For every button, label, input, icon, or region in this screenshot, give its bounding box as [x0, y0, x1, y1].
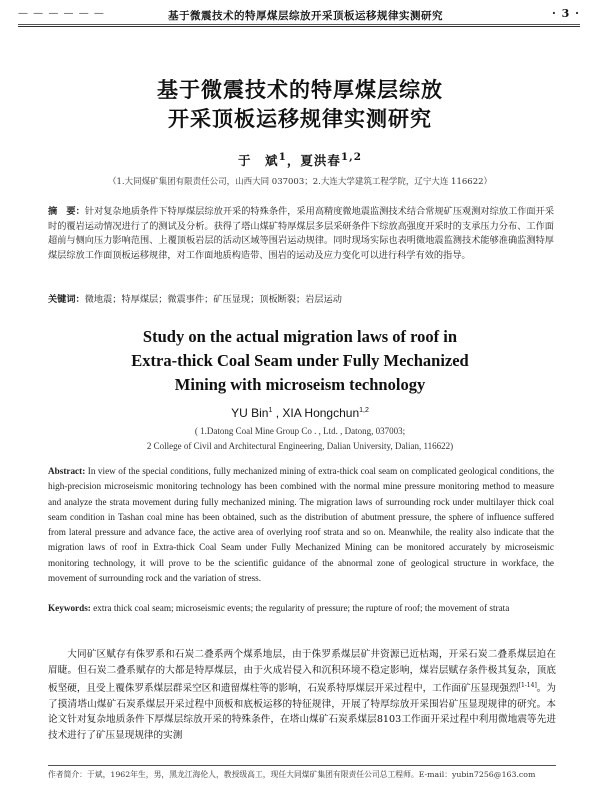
footnote-rule: [48, 765, 556, 766]
title-en-line1: Study on the actual migration laws of roof in: [142, 327, 458, 346]
affiliation-en-line1: ( 1.Datong Coal Mine Group Co . , Ltd. , Datong, 037003;: [194, 426, 406, 436]
author-footnote: 作者简介：于斌，1962年生，男，黑龙江海伦人，教授级高工，现任大同煤矿集团有限责任公司总工程师。E-mail：yubin7256@163.com: [48, 770, 536, 779]
abstract-zh-label: 摘 要：: [48, 206, 85, 217]
author-zh-1: 于 斌: [238, 153, 279, 169]
author-zh-2: 夏洪春: [300, 153, 341, 169]
keywords-en-label: Keywords:: [48, 603, 91, 613]
abstract-zh-text: 针对复杂地质条件下特厚煤层综放开采的特殊条件，采用高精度微地震监测技术结合常规矿压观测对综放工作面开采时的覆岩运动情况进行了的测试及分析。获得了塔山煤矿特厚煤层多层采研条件下综放高强度开采时的支承压力分布、工作面超前与侧向压力影响范围、上覆顶板岩层的活动区域等围岩运动规律。同时现场实际也表明微地震监测技术能够准确监测特厚煤层综放工作面顶板运移规律，对工作面地质构造带、围岩的运动及应力变化可以进行科学有效的指导。: [48, 206, 555, 261]
title-zh-line2: 开采顶板运移规律实测研究: [168, 107, 432, 131]
author-en-1-sup: 1: [268, 407, 273, 414]
body-citation: [1-14]: [518, 682, 537, 689]
author-en-sep: ,: [272, 406, 283, 420]
title-zh-line1: 基于微震技术的特厚煤层综放: [157, 78, 443, 102]
author-zh-sep: ，: [286, 153, 301, 169]
keywords-zh: [48, 293, 554, 307]
keywords-zh-text: 微地震；特厚煤层；微震事件；矿压显现；顶板断裂；岩层运动: [84, 294, 342, 305]
keywords-en: [48, 601, 554, 616]
keywords-zh-label: 关键词：: [48, 294, 85, 305]
title-en-line2: Extra-thick Coal Seam under Fully Mechanized: [131, 351, 469, 370]
author-en-2: XIA Hongchun: [282, 406, 360, 420]
abstract-en-text: In view of the special conditions, fully mechanized mining of extra-thick coal seam on complicated geological conditions, the high-precision microseismic monitoring technology has been combined with the normal mine pressure monitoring method to measure and analyze the strata movement during fully mechanized mining. The migration laws of surrounding rock under multilayer thick coal seam condition in Tashan coal mine has been obtained, such as the distribution of abutment pressure, the sphere of influence suffered from lateral pressure and advance face, the active area of overlying roof strata and so on. Meanwhile, the reality also indicate that the migration laws of roof in Extra-thick Coal Seam under Fully Mechanized Mining can be monitored accurately by microseismic monitoring technology, it will prove to be the scientific guidance of the abnormal zone of geological structure in workface, the movement of surrounding rock and the variation of stress.: [48, 466, 554, 584]
body-paragraph: [48, 647, 556, 743]
author-zh-1-sup: 1: [278, 151, 287, 163]
authors-zh: [0, 151, 600, 169]
author-en-2-sup: 1,2: [359, 407, 369, 414]
keywords-en-text: extra thick coal seam; microseismic events; the regularity of pressure; the rupture of roof; the movement of strata: [93, 603, 510, 613]
header-rule: [18, 24, 580, 25]
body-text-part1: 大同矿区赋存有侏罗系和石炭二叠系两个煤系地层，由于侏罗系煤层矿井资源已近枯竭，开采石炭二叠系煤层迫在眉睫。但石炭二叠系赋存的大都是特厚煤层，由于火成岩侵入和沉积环境不稳定影响，煤岩层赋存条件极其复杂，顶底板坚硬，且受上覆侏罗系煤层群采空区和遗留煤柱等的影响，石炭系特厚煤层开采过程中，工作面矿压显现强烈: [48, 649, 556, 695]
author-zh-2-sup: 1,2: [340, 151, 362, 163]
authors-en: [0, 406, 600, 420]
running-header: [18, 6, 580, 27]
author-en-1: YU Bin: [231, 406, 269, 420]
affiliation-zh: （1.大同煤矿集团有限责任公司，山西大同 037003；2.大连大学建筑工程学院，辽宁大连 116622）: [107, 177, 493, 187]
page-number: · 3 ·: [552, 7, 580, 20]
running-title: 基于微震技术的特厚煤层综放开采顶板运移规律实测研究: [168, 10, 443, 22]
abstract-en-label: Abstract:: [48, 466, 86, 476]
abstract-en: [48, 464, 554, 586]
abstract-zh: [48, 205, 554, 263]
affiliation-en-line2: 2 College of Civil and Architectural Engineering, Dalian University, Dalian, 116622): [146, 441, 454, 451]
header-left-mark: — — — — — —: [18, 8, 105, 19]
title-en-line3: Mining with microseism technology: [174, 375, 426, 394]
body-text-part2: 。为了摸清塔山煤矿石炭系煤层开采过程中顶板和底板运移的特征规律，开展了特厚综放开采围岩矿压显现规律的研究。本论文针对复杂地质条件下厚煤层综放开采的特殊条件，在塔山煤矿石炭系煤层8103工作面开采过程中利用微地震等先进技术进行了矿压显现规律的实测: [48, 683, 557, 741]
